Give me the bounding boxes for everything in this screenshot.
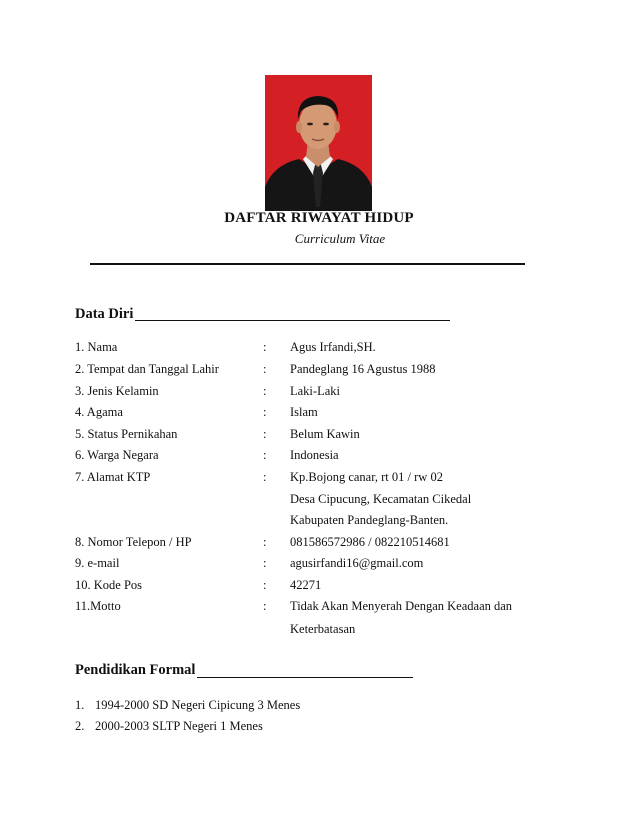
education-text: 2000-2003 SLTP Negeri 1 Menes <box>95 719 263 733</box>
row-value: Belum Kawin <box>290 427 360 441</box>
data-row-agama <box>75 405 575 423</box>
data-row-motto <box>75 599 575 617</box>
row-value: 081586572986 / 082210514681 <box>290 535 450 549</box>
row-label: 7. Alamat KTP <box>75 470 151 484</box>
row-colon: : <box>263 427 267 441</box>
row-label: 1. Nama <box>75 340 118 354</box>
portrait-image <box>265 75 372 211</box>
section-underline-pendidikan <box>197 677 413 678</box>
data-row-kode-pos <box>75 578 575 596</box>
row-colon: : <box>263 578 267 592</box>
data-row-alamat-ktp <box>75 470 575 488</box>
data-row-telepon <box>75 535 575 553</box>
row-label: 8. Nomor Telepon / HP <box>75 535 192 549</box>
data-row-ttl <box>75 362 575 380</box>
row-colon: : <box>263 384 267 398</box>
row-value: Kabupaten Pandeglang-Banten. <box>290 513 449 527</box>
profile-photo <box>265 75 372 211</box>
row-value: Agus Irfandi,SH. <box>290 340 376 354</box>
row-label: 3. Jenis Kelamin <box>75 384 159 398</box>
row-label: 4. Agama <box>75 405 123 419</box>
document-subtitle: Curriculum Vitae <box>294 231 386 246</box>
row-colon: : <box>263 405 267 419</box>
row-colon: : <box>263 470 267 484</box>
education-item <box>75 719 263 734</box>
data-row-email <box>75 556 575 574</box>
title-divider <box>90 263 525 265</box>
row-colon: : <box>263 362 267 376</box>
education-item <box>75 698 300 713</box>
document-title: DAFTAR RIWAYAT HIDUP <box>224 210 414 226</box>
row-label: 11.Motto <box>75 599 121 613</box>
data-row-jenis-kelamin <box>75 384 575 402</box>
education-text: 1994-2000 SD Negeri Cipicung 3 Menes <box>95 698 301 712</box>
row-value: Desa Cipucung, Kecamatan Cikedal <box>290 492 472 506</box>
row-value: agusirfandi16@gmail.com <box>290 556 424 570</box>
row-label: 5. Status Pernikahan <box>75 427 178 441</box>
row-value: Tidak Akan Menyerah Dengan Keadaan dan <box>290 599 513 613</box>
education-number: 2. <box>75 719 85 733</box>
data-row-alamat-line-2 <box>75 492 575 510</box>
row-value: 42271 <box>290 578 322 592</box>
section-heading-data-diri: Data Diri <box>75 306 134 322</box>
row-label: 9. e-mail <box>75 556 120 570</box>
education-number: 1. <box>75 698 85 712</box>
data-row-alamat-line-3 <box>75 513 575 531</box>
section-underline-data-diri <box>135 320 450 321</box>
row-label: 6. Warga Negara <box>75 448 159 462</box>
row-colon: : <box>263 535 267 549</box>
row-value: Indonesia <box>290 448 339 462</box>
row-value: Pandeglang 16 Agustus 1988 <box>290 362 436 376</box>
row-colon: : <box>263 556 267 570</box>
row-value: Kp.Bojong canar, rt 01 / rw 02 <box>290 470 443 484</box>
data-row-nama <box>75 340 575 358</box>
data-row-warga-negara <box>75 448 575 466</box>
row-value: Laki-Laki <box>290 384 340 398</box>
row-label: 2. Tempat dan Tanggal Lahir <box>75 362 219 376</box>
row-colon: : <box>263 448 267 462</box>
row-colon: : <box>263 599 267 613</box>
row-label: 10. Kode Pos <box>75 578 143 592</box>
row-value: Keterbatasan <box>290 622 356 636</box>
section-heading-pendidikan: Pendidikan Formal <box>75 662 196 678</box>
data-row-status-pernikahan <box>75 427 575 445</box>
data-row-motto-line-2 <box>75 622 575 640</box>
row-value: Islam <box>290 405 318 419</box>
row-colon: : <box>263 340 267 354</box>
